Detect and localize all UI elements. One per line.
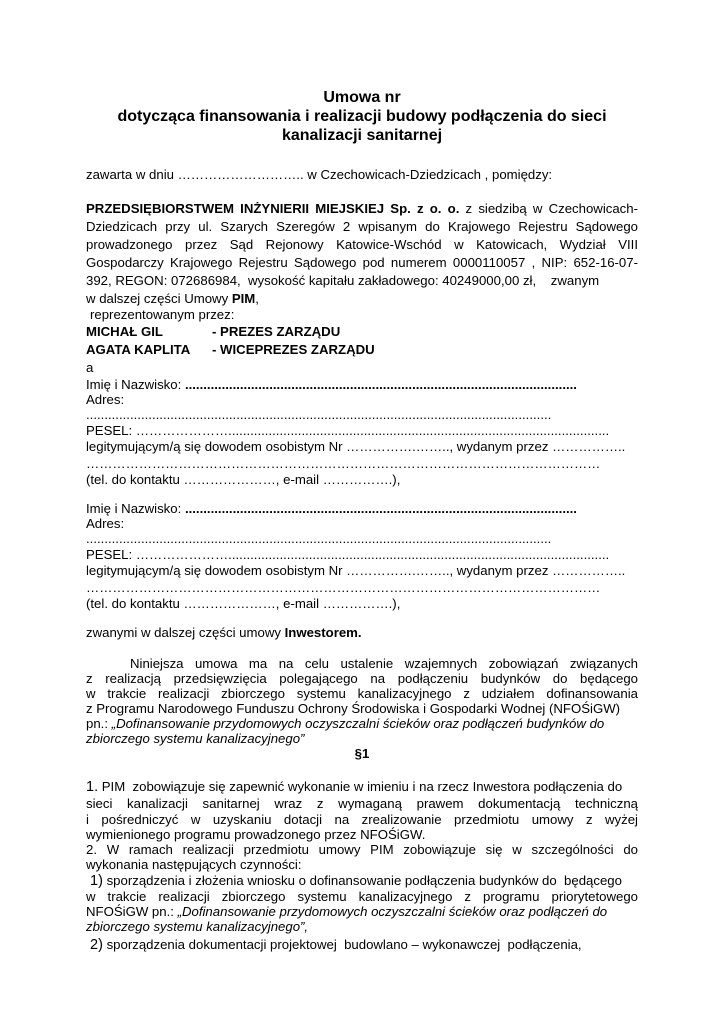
investor-1-address-label: Adres: xyxy=(86,392,125,407)
investor-1-id-cont: ……………………………………………………………………………………………………… xyxy=(86,456,601,471)
pim-label: PIM xyxy=(231,291,256,306)
s1-item1-line-1-text: sporządzenia i złożenia wniosku o dofinansowanie podłączenia budynków do będącego xyxy=(102,873,622,888)
investor-2-id-line: legitymującym/ą się dowodem osobistym Nr …………….…….., wydanym przez …………….. xyxy=(86,563,626,578)
s1-p1-line-1-text: PIM zobowiązuje się zapewnić wykonanie w imieniu i na rzecz Inwestora podłączenia do xyxy=(98,779,623,794)
rep2-role: - WICEPREZES ZARZĄDU xyxy=(212,342,375,357)
purpose-line-1-text: Niniejsza umowa ma na celu ustalenie wzajemnych zobowiązań związanych xyxy=(130,656,638,671)
rep1-role: - PREZES ZARZĄDU xyxy=(212,324,341,339)
s1-item1-line-4: zbiorczego systemu kanalizacyjnego”, xyxy=(86,919,309,934)
s1-p1-line-4: wymienionego programu prowadzonego przez NFOŚiGW. xyxy=(86,827,426,842)
rep2-name: AGATA KAPLITA xyxy=(86,342,191,357)
purpose-line-3: w trakcie realizacji zbiorczego systemu kanalizacyjnego z udziałem dofinansowania xyxy=(86,686,638,701)
programme-name: „Dofinansowanie przydomowych oczyszczalni ścieków oraz podłączeń budynków do xyxy=(111,716,605,731)
concluded-line: zawarta w dniu ……………………….. w Czechowicach-Dziedzicach , pomiędzy: xyxy=(86,167,553,182)
purpose-line-6: zbiorczego systemu kanalizacyjnego” xyxy=(86,731,305,746)
investor-2-address-label: Adres: xyxy=(86,516,125,531)
company-line-1 xyxy=(86,200,638,217)
s1-item2-number: 2) xyxy=(90,937,103,953)
s1-item1-line-3-pre: NFOŚiGW pn.: xyxy=(86,904,178,919)
s1-item1-line-2: w trakcie realizacji zbiorczego systemu kanalizacyjnego z programu priorytetowego xyxy=(86,889,638,904)
investor-1-pesel-label: PESEL: …………………. xyxy=(86,423,232,438)
company-name: PRZEDSIĘBIORSTWEM INŻYNIERII MIEJSKIEJ Sp. z o. o. xyxy=(86,201,460,216)
investor-1-name-field: ........................................................................................................... xyxy=(184,377,577,392)
investor-2-id-cont: ……………………………………………………………………………………………………… xyxy=(86,580,601,595)
purpose-line-2: z realizacją przedsięwzięcia polegającego na podłączeniu budynków do będącego xyxy=(86,671,638,686)
s1-p1-line-3: i pośredniczyć w uzyskaniu dotacji na zrealizowanie przedmiotu umowy z wyżej xyxy=(86,812,638,827)
investor-2-pesel xyxy=(86,546,609,563)
s1-item1-programme: „Dofinansowanie przydomowych oczyszczalni ścieków oraz podłączeń do xyxy=(177,904,608,919)
investor-1-pesel xyxy=(86,422,609,439)
investor-2-name xyxy=(86,500,577,517)
investor-2-contact: (tel. do kontaktu …………………, e-mail …………….), xyxy=(86,596,401,611)
investor-2-pesel-label: PESEL: …………………. xyxy=(86,547,232,562)
s1-item1-number: 1) xyxy=(90,873,103,889)
company-line-6-post: , xyxy=(255,291,259,306)
investor-1-contact: (tel. do kontaktu …………………, e-mail …………….), xyxy=(86,472,401,487)
company-line-6-pre: w dalszej części Umowy xyxy=(86,291,232,306)
s1-p1-line-1 xyxy=(86,778,622,796)
rep1-name: MICHAŁ GIL xyxy=(86,324,163,339)
company-line-5: 392, REGON: 072686984, wysokość kapitału zakładowego: 40249000,00 zł, zwanym xyxy=(86,273,600,288)
investor-1-pesel-field: ....................................................................................................... xyxy=(231,423,610,438)
investor-2-name-field: ........................................................................................................... xyxy=(184,501,577,516)
company-line-2: Dziedzicach przy ul. Szarych Szeregów 2 wpisanym do Krajowego Rejestru Sądowego xyxy=(86,219,638,234)
title-line-3: kanalizacji sanitarnej xyxy=(281,127,443,144)
investor-1-address-field: ............................................................................................................................... xyxy=(86,407,552,422)
purpose-line-5-pre: pn.: xyxy=(86,716,112,731)
s1-p2-line-2: wykonania następujących czynności: xyxy=(86,857,302,872)
title-line-1: Umowa nr xyxy=(323,89,401,106)
investor-label: Inwestorem. xyxy=(284,625,362,640)
investor-2-name-label: Imię i Nazwisko: xyxy=(86,501,185,516)
s1-p2-line-1: 2. W ramach realizacji przedmiotu umowy PIM zobowiązuje się w szczególności do xyxy=(86,842,638,857)
section-1-heading: §1 xyxy=(354,746,370,761)
and-conjunction: a xyxy=(86,360,94,375)
title-line-2: dotycząca finansowania i realizacji budowy podłączenia do sieci xyxy=(117,108,607,125)
investor-definition xyxy=(86,624,362,641)
s1-p1-number: 1. xyxy=(86,779,99,795)
investor-1-id-line: legitymującym/ą się dowodem osobistym Nr …………….…….., wydanym przez …………….. xyxy=(86,439,626,454)
company-line-4: Gospodarczy Krajowego Rejestru Sądowego pod numerem 0000110057 , NIP: 652-16-07- xyxy=(86,255,638,270)
company-line-3: prowadzonego przez Sąd Rejonowy Katowice-Wschód w Katowicach, Wydział VIII xyxy=(86,237,638,252)
investor-2-pesel-field: ....................................................................................................... xyxy=(231,547,610,562)
company-line-1-rest: z siedzibą w Czechowicach- xyxy=(459,201,638,216)
represented-by: reprezentowanym przez: xyxy=(90,307,235,322)
company-line-6 xyxy=(86,290,259,307)
s1-item2-line-1 xyxy=(90,936,582,954)
s1-p1-line-2: sieci kanalizacji sanitarnej wraz z wymaganą prawem dokumentacją techniczną xyxy=(86,796,638,811)
s1-item2-line-1-text: sporządzenia dokumentacji projektowej budowlano – wykonawczej podłączenia, xyxy=(102,937,582,952)
investor-1-name xyxy=(86,376,577,393)
purpose-line-4: z Programu Narodowego Funduszu Ochrony Środowiska i Gospodarki Wodnej (NFOŚiGW) xyxy=(86,701,621,716)
investor-1-name-label: Imię i Nazwisko: xyxy=(86,377,185,392)
investor-def-pre: zwanymi w dalszej części umowy xyxy=(86,625,285,640)
investor-2-address-field: ............................................................................................................................... xyxy=(86,531,552,546)
